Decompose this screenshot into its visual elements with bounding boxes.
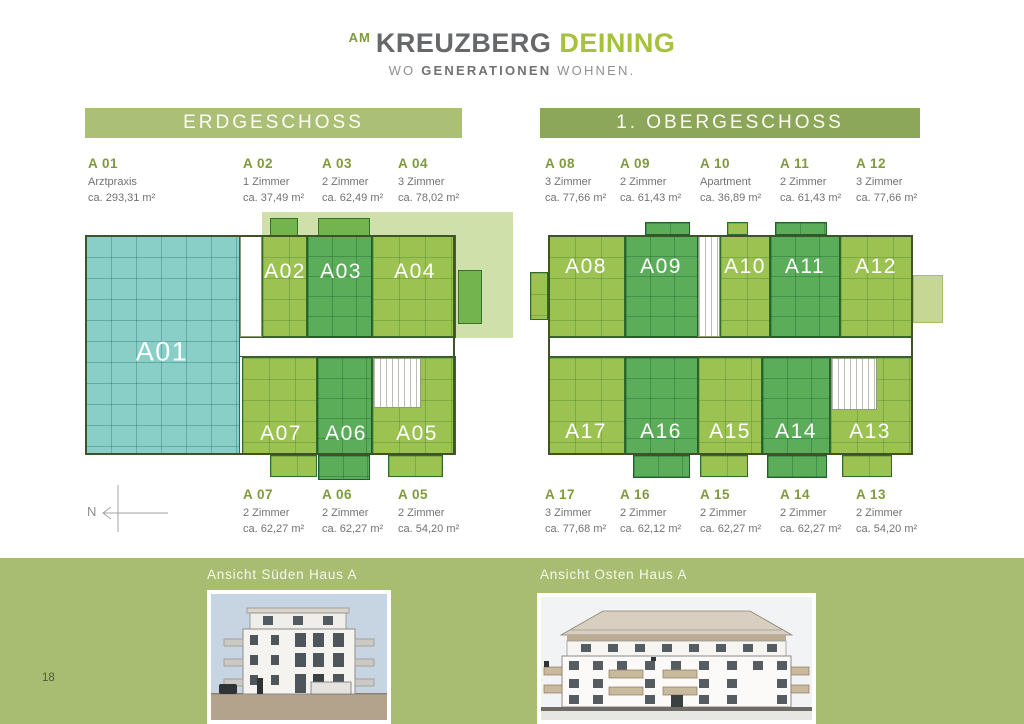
terrace-a05 — [388, 455, 443, 477]
plan-label-a12: A12 — [855, 255, 897, 278]
terrace-a04 — [458, 270, 482, 324]
unit-area: ca. 62,27 m² — [700, 522, 762, 535]
balcony-a15 — [700, 455, 748, 477]
unit-type: 3 Zimmer — [856, 176, 903, 188]
unit-area: ca. 54,20 m² — [856, 522, 918, 535]
plan-label-a08: A08 — [565, 255, 607, 278]
floor-plan-obergeschoss — [530, 210, 950, 480]
listing-a12 — [856, 156, 934, 207]
unit-a12-area — [840, 235, 913, 337]
unit-code: A 05 — [398, 487, 429, 502]
plan-label-a05: A05 — [396, 422, 438, 445]
unit-type: Apartment — [700, 176, 751, 188]
unit-area: ca. 293,31 m² — [88, 191, 156, 204]
unit-type: Arztpraxis — [88, 176, 137, 188]
unit-code: A 13 — [856, 487, 887, 502]
plan-label-a14: A14 — [775, 420, 817, 443]
unit-area: ca. 62,27 m² — [243, 522, 305, 535]
unit-area: ca. 61,43 m² — [620, 191, 682, 204]
listing-a09 — [620, 156, 698, 207]
compass-icon — [98, 482, 173, 537]
logo — [0, 30, 1024, 77]
logo-kreuzberg: KREUZBERG — [375, 28, 552, 58]
logo-am: AM — [348, 30, 371, 45]
listing-a10 — [700, 156, 778, 207]
balcony-west — [530, 272, 548, 320]
unit-code: A 01 — [88, 156, 119, 171]
stair-strip — [698, 235, 720, 337]
entrance-area — [240, 235, 262, 337]
tagline-generationen: GENERATIONEN — [421, 63, 552, 78]
tagline-wo: WO — [388, 63, 416, 78]
unit-code: A 09 — [620, 156, 651, 171]
unit-type: 1 Zimmer — [243, 176, 290, 188]
listing-a07 — [243, 487, 321, 538]
corridor — [240, 337, 456, 357]
balcony-a13 — [842, 455, 892, 477]
listing-a02 — [243, 156, 321, 207]
unit-code: A 04 — [398, 156, 429, 171]
unit-area: ca. 62,27 m² — [780, 522, 842, 535]
plan-label-a13: A13 — [849, 420, 891, 443]
listing-a13 — [856, 487, 934, 538]
unit-area: ca. 62,49 m² — [322, 191, 384, 204]
listing-a08 — [545, 156, 623, 207]
unit-code: A 16 — [620, 487, 651, 502]
plan-label-a02: A02 — [264, 260, 306, 283]
plan-label-a09: A09 — [640, 255, 682, 278]
logo-tagline — [0, 64, 1024, 77]
unit-code: A 17 — [545, 487, 576, 502]
elevation-title-south: Ansicht Süden Haus A — [207, 567, 358, 582]
plan-label-a07: A07 — [260, 422, 302, 445]
balcony-east — [913, 275, 943, 323]
unit-code: A 14 — [780, 487, 811, 502]
unit-type: 2 Zimmer — [398, 507, 445, 519]
balcony-a14 — [767, 455, 827, 478]
elevation-image-east — [537, 593, 816, 724]
plan-label-a06: A06 — [325, 422, 367, 445]
unit-area: ca. 37,49 m² — [243, 191, 305, 204]
unit-a03-area — [307, 235, 372, 337]
corridor — [548, 337, 913, 357]
plan-label-a04: A04 — [394, 260, 436, 283]
unit-area: ca. 78,02 m² — [398, 191, 460, 204]
plan-label-a10: A10 — [724, 255, 766, 278]
unit-a04-area — [372, 235, 456, 337]
unit-a11-area — [770, 235, 840, 337]
unit-code: A 15 — [700, 487, 731, 502]
unit-type: 2 Zimmer — [856, 507, 903, 519]
terrace-a06 — [318, 455, 370, 480]
unit-area: ca. 61,43 m² — [780, 191, 842, 204]
unit-area: ca. 62,12 m² — [620, 522, 682, 535]
unit-type: 3 Zimmer — [545, 507, 592, 519]
page-number: 18 — [42, 672, 55, 684]
unit-area: ca. 54,20 m² — [398, 522, 460, 535]
listing-a04 — [398, 156, 476, 207]
logo-title — [0, 30, 1024, 57]
unit-type: 3 Zimmer — [545, 176, 592, 188]
plan-label-a11: A11 — [784, 255, 826, 278]
unit-type: 3 Zimmer — [398, 176, 445, 188]
east-elevation-drawing — [541, 597, 812, 720]
listing-a15 — [700, 487, 778, 538]
unit-code: A 03 — [322, 156, 353, 171]
unit-code: A 02 — [243, 156, 274, 171]
plan-label-a17: A17 — [565, 420, 607, 443]
unit-type: 2 Zimmer — [620, 176, 667, 188]
balcony-a11 — [775, 222, 827, 235]
tagline-wohnen: WOHNEN. — [557, 63, 636, 78]
plan-label-a15: A15 — [709, 420, 751, 443]
unit-area: ca. 62,27 m² — [322, 522, 384, 535]
unit-code: A 11 — [780, 156, 810, 171]
floor-plan-erdgeschoss — [85, 210, 520, 480]
unit-a10-area — [720, 235, 770, 337]
unit-code: A 12 — [856, 156, 887, 171]
unit-type: 2 Zimmer — [322, 176, 369, 188]
compass-north-label: N — [87, 504, 97, 519]
plan-label-a03: A03 — [320, 260, 362, 283]
plan-label-a16: A16 — [640, 420, 682, 443]
unit-type: 2 Zimmer — [700, 507, 747, 519]
listing-a11 — [780, 156, 858, 207]
unit-code: A 06 — [322, 487, 353, 502]
unit-area: ca. 77,68 m² — [545, 522, 607, 535]
unit-area: ca. 77,66 m² — [545, 191, 607, 204]
unit-type: 2 Zimmer — [243, 507, 290, 519]
unit-type: 2 Zimmer — [620, 507, 667, 519]
balcony-a16 — [633, 455, 690, 478]
stairwell — [831, 358, 877, 410]
listing-a03 — [322, 156, 400, 207]
unit-code: A 10 — [700, 156, 731, 171]
unit-area: ca. 77,66 m² — [856, 191, 918, 204]
terrace-a07 — [270, 455, 317, 477]
listing-a16 — [620, 487, 698, 538]
south-elevation-drawing — [211, 594, 387, 720]
unit-code: A 08 — [545, 156, 576, 171]
unit-code: A 07 — [243, 487, 274, 502]
logo-deining: DEINING — [559, 28, 676, 58]
balcony-a10 — [727, 222, 748, 235]
footer-band — [0, 558, 1024, 724]
listing-a17 — [545, 487, 623, 538]
floor-bar-erdgeschoss: ERDGESCHOSS — [85, 108, 462, 138]
elevation-image-south — [207, 590, 391, 724]
listing-a01 — [88, 156, 166, 207]
listing-a06 — [322, 487, 400, 538]
plan-label-a01: A01 — [135, 336, 189, 367]
listing-a14 — [780, 487, 858, 538]
balcony-a09 — [645, 222, 690, 235]
unit-a08-area — [548, 235, 625, 337]
listing-a05 — [398, 487, 476, 538]
unit-type: 2 Zimmer — [780, 507, 827, 519]
stairwell — [373, 358, 421, 408]
unit-type: 2 Zimmer — [780, 176, 827, 188]
unit-a02-area — [262, 235, 307, 337]
unit-type: 2 Zimmer — [322, 507, 369, 519]
unit-area: ca. 36,89 m² — [700, 191, 762, 204]
unit-a09-area — [625, 235, 698, 337]
floor-bar-obergeschoss: 1. OBERGESCHOSS — [540, 108, 920, 138]
elevation-title-east: Ansicht Osten Haus A — [540, 567, 688, 582]
